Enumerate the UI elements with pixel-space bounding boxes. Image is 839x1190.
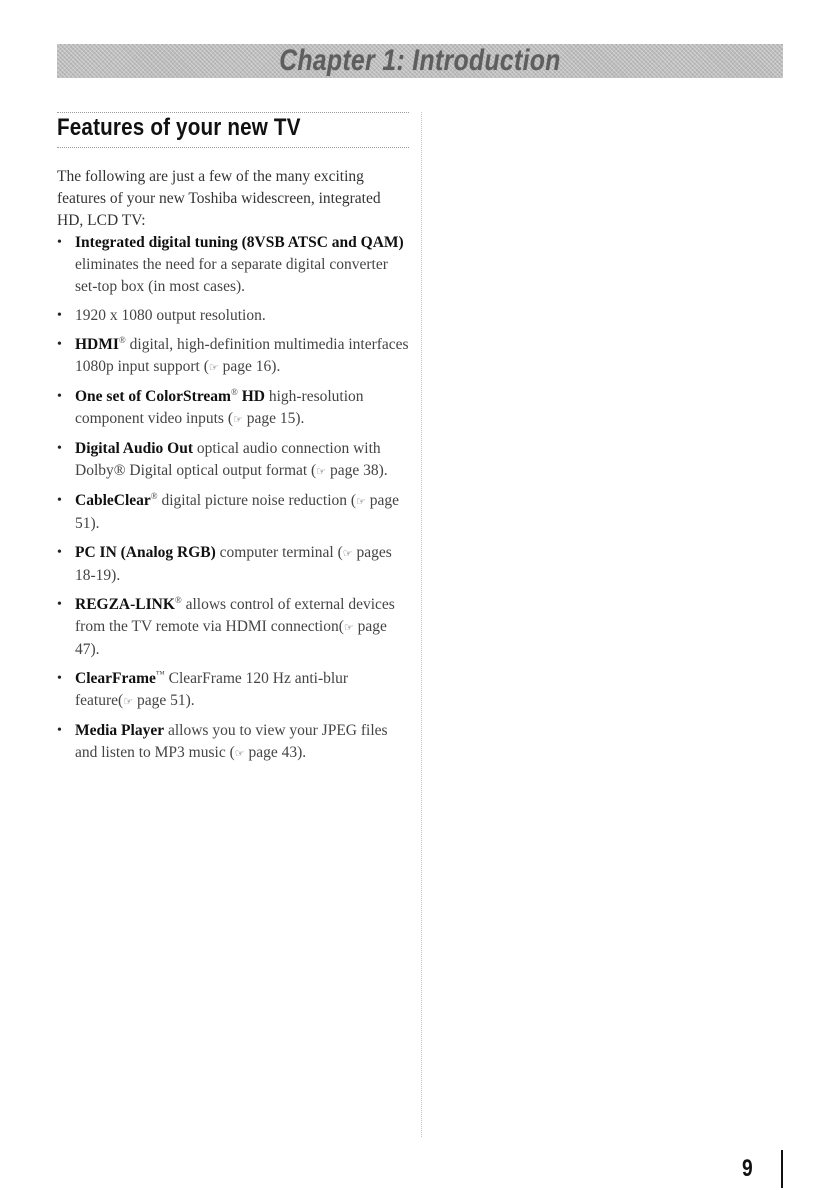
feature-description: allows you to view your JPEG files and listen to MP3 music ( xyxy=(75,722,388,761)
feature-description: digital, high-definition multimedia interfaces 1080p input support ( xyxy=(75,336,409,375)
pointing-hand-icon: ☞ xyxy=(342,548,353,560)
pointing-hand-icon: ☞ xyxy=(343,622,354,634)
page-reference[interactable]: page 16). xyxy=(218,358,281,375)
page-reference[interactable]: page 51). xyxy=(75,492,400,532)
page-reference[interactable]: page 43). xyxy=(244,744,307,761)
feature-name: REGZA-LINK xyxy=(75,596,175,613)
feature-name: Media Player xyxy=(75,722,165,739)
feature-name: One set of ColorStream xyxy=(75,388,231,405)
feature-description: digital picture noise reduction ( xyxy=(157,492,357,509)
feature-name: PC IN (Analog RGB) xyxy=(75,544,216,561)
trademark-mark: ® xyxy=(150,490,158,501)
pointing-hand-icon: ☞ xyxy=(316,466,327,478)
feature-description: eliminates the need for a separate digital converter set-top box (in most cases). xyxy=(75,256,388,295)
feature-name: CableClear xyxy=(75,492,151,509)
bullet-icon: • xyxy=(57,723,62,738)
feature-name: ClearFrame xyxy=(75,670,156,687)
page-reference[interactable]: page 51). xyxy=(133,692,195,709)
bullet-icon: • xyxy=(57,493,62,508)
page-reference[interactable]: pages 18-19). xyxy=(75,544,392,584)
trademark-mark: ® xyxy=(174,594,182,605)
feature-item xyxy=(57,720,409,765)
feature-description: computer terminal ( xyxy=(215,544,343,561)
bullet-icon: • xyxy=(57,545,62,560)
feature-description: high-resolution component video inputs ( xyxy=(75,388,364,427)
feature-name: Integrated digital tuning (8VSB ATSC and QAM) xyxy=(75,234,404,251)
page-reference[interactable]: page 47). xyxy=(75,618,387,658)
bullet-icon: • xyxy=(57,597,62,612)
chapter-banner xyxy=(57,44,783,78)
feature-name: Digital Audio Out xyxy=(75,440,193,457)
page-reference[interactable]: page 15). xyxy=(242,410,305,427)
pointing-hand-icon: ☞ xyxy=(234,748,245,760)
section-bottom-rule xyxy=(57,147,409,148)
bullet-icon: • xyxy=(57,235,62,250)
trademark-mark: ™ xyxy=(155,668,165,679)
section-title: Features of your new TV xyxy=(57,114,301,141)
bullet-icon: • xyxy=(57,337,62,352)
feature-name: HDMI xyxy=(75,336,119,353)
feature-item xyxy=(57,542,409,587)
chapter-title: Chapter 1: Introduction xyxy=(279,44,561,77)
pointing-hand-icon: ☞ xyxy=(356,496,366,508)
section-top-rule xyxy=(57,112,409,113)
feature-item xyxy=(57,305,409,327)
feature-description: 1920 x 1080 output resolution. xyxy=(75,307,266,324)
page-number: 9 xyxy=(742,1155,753,1182)
feature-item xyxy=(57,386,409,431)
feature-name-suffix: HD xyxy=(237,388,265,405)
page-reference[interactable]: page 38). xyxy=(326,462,388,479)
bullet-icon: • xyxy=(57,308,62,323)
feature-item xyxy=(57,594,409,661)
feature-description: optical audio connection with Dolby® Digital optical output format ( xyxy=(75,440,381,479)
feature-item xyxy=(57,490,409,535)
trademark-mark: ® xyxy=(118,334,126,345)
pointing-hand-icon: ☞ xyxy=(233,414,243,426)
intro-paragraph: The following are just a few of the many exciting features of your new Toshiba widescreen, integrated HD, LCD TV: xyxy=(57,168,381,229)
feature-item xyxy=(57,232,409,298)
feature-description: ClearFrame 120 Hz anti-blur feature( xyxy=(75,670,349,709)
bullet-icon: • xyxy=(57,441,62,456)
pointing-hand-icon: ☞ xyxy=(123,696,134,708)
feature-item xyxy=(57,438,409,483)
feature-description: allows control of external devices from the TV remote via HDMI connection( xyxy=(75,596,395,635)
feature-item xyxy=(57,668,409,713)
trademark-mark: ® xyxy=(230,386,238,397)
pointing-hand-icon: ☞ xyxy=(208,362,219,374)
bullet-icon: • xyxy=(57,389,62,404)
feature-list xyxy=(57,232,409,772)
page-number-bar xyxy=(781,1150,783,1188)
feature-item xyxy=(57,334,409,379)
bullet-icon: • xyxy=(57,671,62,686)
column-divider xyxy=(421,112,422,1137)
